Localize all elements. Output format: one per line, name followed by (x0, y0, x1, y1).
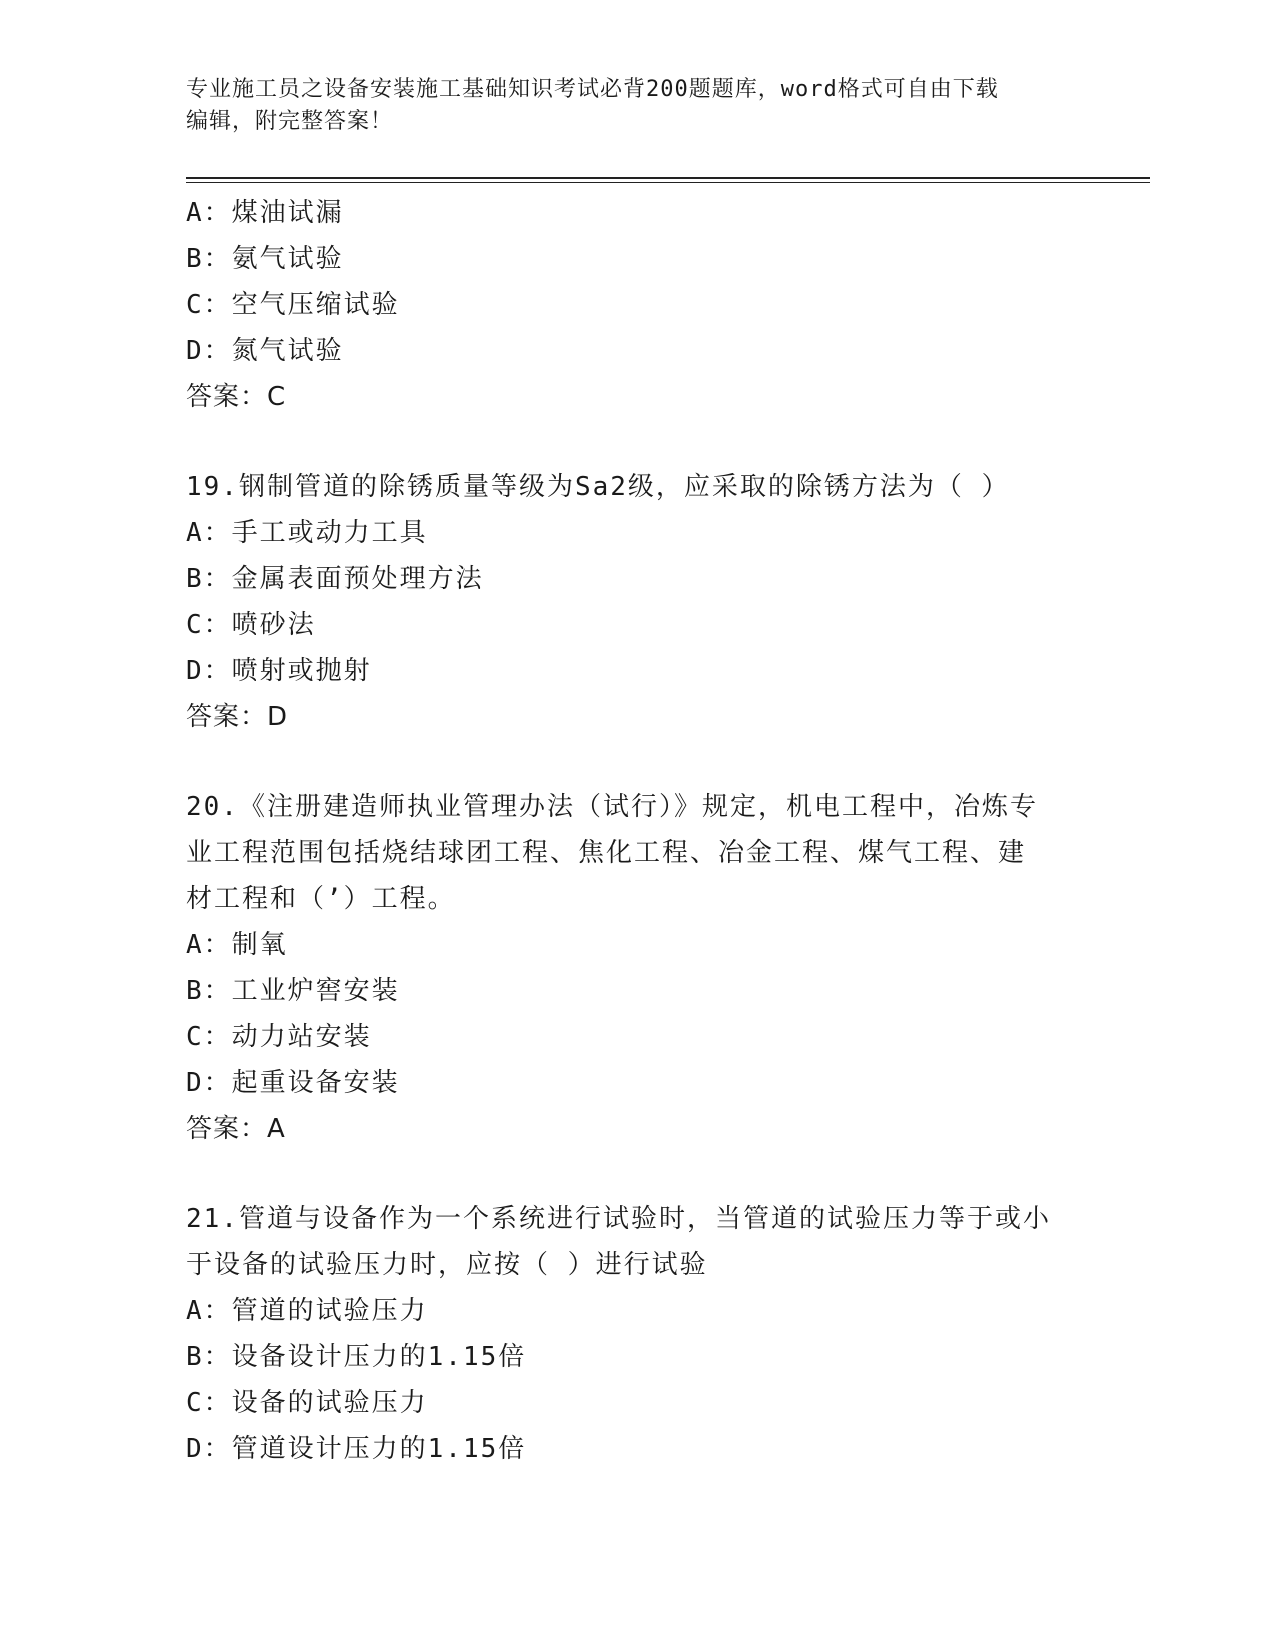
question-21-block (186, 1196, 1086, 1472)
option-d: D：喷射或抛射 (186, 656, 372, 686)
question-20-block (186, 784, 1086, 1152)
question-18-block (186, 190, 1086, 420)
question-list (186, 190, 1086, 1472)
header-divider-thick (186, 177, 1150, 179)
option-b: B：设备设计压力的1.15倍 (186, 1342, 527, 1372)
question-text-line-1: 20.《注册建造师执业管理办法（试行）》规定，机电工程中，冶炼专 (186, 792, 1038, 822)
document-header (186, 74, 1066, 138)
question-text-line-2: 业工程范围包括烧结球团工程、焦化工程、冶金工程、煤气工程、建 (186, 838, 1027, 868)
question-text-line-2: 于设备的试验压力时，应按（ ）进行试验 (186, 1250, 708, 1280)
header-line-2: 编辑，附完整答案！ (186, 109, 394, 134)
option-a: A：管道的试验压力 (186, 1296, 428, 1326)
option-b: B：金属表面预处理方法 (186, 564, 484, 594)
option-a: A：制氧 (186, 930, 288, 960)
option-c: C：设备的试验压力 (186, 1388, 428, 1418)
spacer (186, 740, 1086, 784)
answer: 答案：C (186, 382, 287, 412)
option-b: B：工业炉窖安装 (186, 976, 400, 1006)
option-c: C：空气压缩试验 (186, 290, 400, 320)
header-line-1: 专业施工员之设备安装施工基础知识考试必背200题题库，word格式可自由下载 (186, 77, 999, 102)
option-d: D：氮气试验 (186, 336, 344, 366)
header-divider-thin (186, 182, 1150, 183)
question-text-line-3: 材工程和（’）工程。 (186, 884, 456, 914)
option-a: A：手工或动力工具 (186, 518, 428, 548)
answer: 答案：D (186, 702, 289, 732)
spacer (186, 1152, 1086, 1196)
question-text: 19.钢制管道的除锈质量等级为Sa2级，应采取的除锈方法为（ ） (186, 472, 1010, 502)
option-a: A：煤油试漏 (186, 198, 344, 228)
option-c: C：动力站安装 (186, 1022, 372, 1052)
spacer (186, 420, 1086, 464)
question-19-block (186, 464, 1086, 740)
question-text-line-1: 21.管道与设备作为一个系统进行试验时，当管道的试验压力等于或小 (186, 1204, 1051, 1234)
option-d: D：起重设备安装 (186, 1068, 400, 1098)
option-b: B：氨气试验 (186, 244, 344, 274)
answer: 答案：A (186, 1114, 286, 1144)
option-c: C：喷砂法 (186, 610, 316, 640)
option-d: D：管道设计压力的1.15倍 (186, 1434, 527, 1464)
